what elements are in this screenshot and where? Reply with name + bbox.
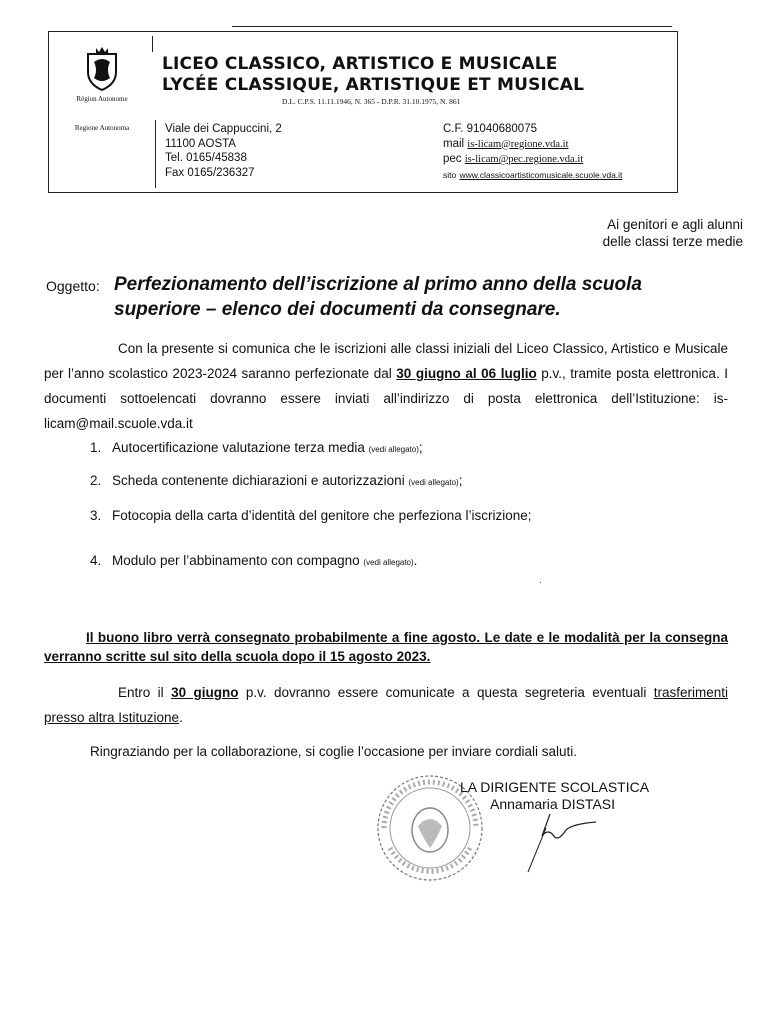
list-item bbox=[90, 553, 417, 568]
list-number: 2. bbox=[90, 473, 102, 488]
recipients bbox=[603, 216, 743, 250]
list-number: 1. bbox=[90, 440, 102, 455]
tax-code: C.F. 91040680075 bbox=[443, 123, 537, 135]
transfer-text-end: . bbox=[179, 710, 183, 725]
book-voucher-notice bbox=[44, 628, 728, 666]
header-top-rule bbox=[232, 26, 672, 27]
scan-speck bbox=[540, 582, 541, 583]
phone-line: Tel. 0165/45838 bbox=[165, 152, 247, 164]
region-label-it: Regione Autonoma bbox=[74, 124, 130, 132]
attachment-note: (vedi allegato) bbox=[408, 478, 459, 487]
list-item-end: ; bbox=[458, 473, 463, 488]
transfer-underlined: trasferimenti presso altra Istituzione bbox=[44, 685, 729, 725]
list-item bbox=[90, 440, 423, 455]
school-name-italian: LICEO CLASSICO, ARTISTICO E MUSICALE bbox=[162, 54, 558, 74]
list-item-text: Autocertificazione valutazione terza media bbox=[112, 440, 369, 455]
region-label-fr: Région Autonome bbox=[76, 95, 128, 103]
recipient-line: Ai genitori e agli alunni bbox=[607, 217, 743, 232]
list-item-end: ; bbox=[418, 440, 423, 455]
list-item-text: Scheda contenente dichiarazioni e autorizzazioni bbox=[112, 473, 409, 488]
list-number: 4. bbox=[90, 553, 102, 568]
attachment-note: (vedi allegato) bbox=[363, 558, 414, 567]
mail-link[interactable]: is-licam@regione.vda.it bbox=[467, 138, 569, 150]
subject-label: Oggetto: bbox=[46, 278, 100, 294]
book-voucher-text: Il buono libro verrà consegnato probabilmente a fine agosto. Le date e le modalità per la consegna verranno scritte sul sito della scuola dopo il 15 agosto 2023. bbox=[44, 630, 728, 664]
site-link[interactable]: www.classicoartisticomusicale.scuole.vda.it bbox=[459, 169, 623, 180]
attachment-note: (vedi allegato) bbox=[368, 445, 419, 454]
closing-line: Ringraziando per la collaborazione, si coglie l’occasione per inviare cordiali saluti. bbox=[90, 744, 578, 759]
signatory-name: Annamaria DISTASI bbox=[490, 796, 616, 812]
header-divider bbox=[152, 36, 153, 52]
intro-text-end: p.v., tramite posta elettronica. I documenti sottoelencati dovranno essere inviati all’indirizzo di posta elettronica dell’Istituzione: is-licam@mail.scuole.vda.it bbox=[44, 366, 728, 431]
pec-line bbox=[443, 152, 622, 168]
intro-paragraph bbox=[44, 336, 728, 436]
fax-line: Fax 0165/236327 bbox=[165, 166, 255, 179]
subject-text: Perfezionamento dell’iscrizione al primo anno della scuola superiore – elenco dei documenti da consegnare. bbox=[114, 274, 642, 320]
transfer-deadline: 30 giugno bbox=[171, 685, 239, 700]
list-item bbox=[90, 508, 532, 523]
school-address bbox=[165, 122, 282, 180]
pec-label: pec bbox=[443, 153, 462, 165]
school-name-french: LYCÉE CLASSIQUE, ARTISTIQUE ET MUSICAL bbox=[162, 75, 585, 95]
address-line: 11100 AOSTA bbox=[165, 137, 236, 150]
site-label: sito bbox=[443, 169, 457, 180]
header-divider bbox=[155, 120, 156, 188]
address-line: Viale dei Cappuccini, 2 bbox=[165, 123, 282, 135]
enrollment-dates: 30 giugno al 06 luglio bbox=[396, 366, 537, 381]
transfer-paragraph bbox=[44, 680, 728, 730]
mail-label: mail bbox=[443, 137, 465, 150]
handwritten-signature-icon bbox=[520, 806, 600, 876]
school-contacts bbox=[443, 122, 622, 182]
list-item-text: Modulo per l’abbinamento con compagno bbox=[112, 553, 364, 568]
founding-decree: D.L. C.P.S. 11.11.1946, N. 365 - D.P.R. 31.10.1975, N. 861 bbox=[282, 97, 461, 106]
signatory-role: LA DIRIGENTE SCOLASTICA bbox=[460, 779, 650, 795]
pec-link[interactable]: is-licam@pec.regione.vda.it bbox=[464, 154, 584, 165]
list-item bbox=[90, 473, 462, 488]
list-item-end: . bbox=[413, 553, 418, 568]
intro-text: Con la presente si comunica che le iscrizioni alle classi iniziali del Liceo Classico, Artistico e Musicale per l’anno scolastico 2023-2024 saranno perfezionate dal bbox=[44, 341, 728, 381]
transfer-text: Entro il bbox=[118, 685, 172, 700]
region-crest-icon bbox=[82, 44, 122, 92]
site-line bbox=[443, 168, 622, 183]
mail-line bbox=[443, 137, 622, 153]
list-item-text: Fotocopia della carta d’identità del genitore che perfeziona l’iscrizione; bbox=[112, 508, 532, 523]
list-number: 3. bbox=[90, 508, 102, 523]
transfer-text-mid: p.v. dovranno essere comunicate a questa segreteria eventuali bbox=[238, 685, 654, 700]
recipient-line: delle classi terze medie bbox=[602, 234, 743, 249]
